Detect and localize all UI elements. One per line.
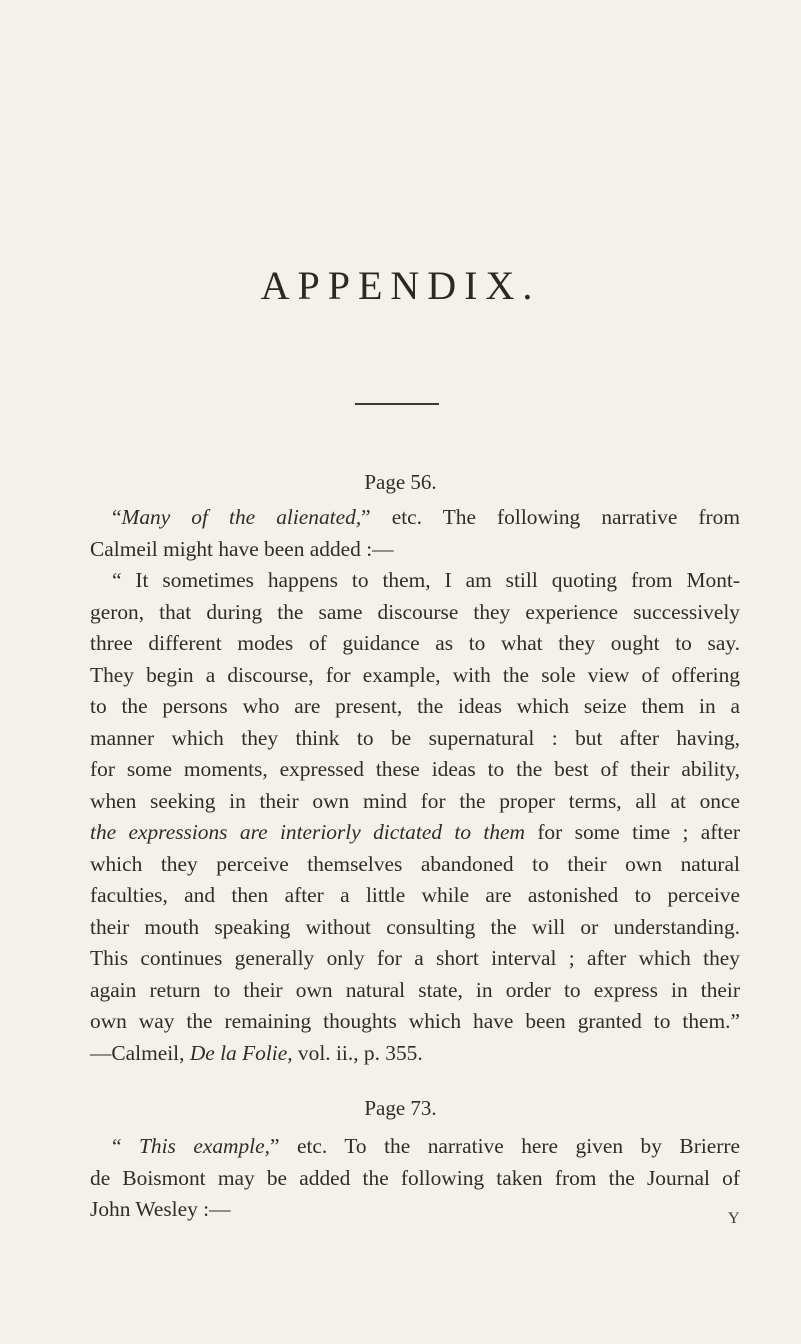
paragraph-line: faculties, and then after a little while are astonished to perceive <box>90 883 740 907</box>
paragraph-line: They begin a discourse, for example, with the sole view of offering <box>90 662 740 687</box>
section-73-line-2: de Boismont may be added the following taken from the Journal of <box>90 1165 740 1190</box>
section-56-text <box>90 502 740 1069</box>
page-reference-73: Page 73. <box>364 1096 437 1120</box>
paragraph-line: again return to their own natural state, in order to express in their <box>90 977 740 1002</box>
paragraph-line: to the persons who are present, the ideas which seize them in a <box>90 694 740 718</box>
paragraph-line: “ It sometimes happens to them, I am still quoting from Mont- <box>112 568 740 592</box>
paragraph-line-italic: the expressions are interiorly dictated to them for some time ; after <box>90 820 740 844</box>
intro-line: “Many of the alienated,” etc. The following narrative from <box>112 505 740 529</box>
paragraph-line: This continues generally only for a short interval ; after which they <box>90 946 740 970</box>
section-73-line-3: John Wesley :— <box>90 1197 231 1221</box>
paragraph-line: three different modes of guidance as to what they ought to say. <box>90 631 740 655</box>
section-73-line-1: “ This example,” etc. To the narrative here given by Brierre <box>112 1134 740 1158</box>
paragraph-line: for some moments, expressed these ideas to the best of their ability, <box>90 757 740 781</box>
paragraph-line: when seeking in their own mind for the proper terms, all at once <box>90 788 740 813</box>
signature-mark: Y <box>728 1210 740 1227</box>
paragraph-line: their mouth speaking without consulting the will or understanding. <box>90 914 740 939</box>
section-73-text <box>90 1131 740 1226</box>
appendix-heading: APPENDIX. <box>260 263 541 308</box>
intro-line-2: Calmeil might have been added :— <box>90 536 394 561</box>
divider-rule <box>355 403 439 405</box>
intro-italic: Many of the alienated, <box>121 505 362 529</box>
paragraph-line: manner which they think to be supernatural : but after having, <box>90 725 740 750</box>
page-reference-56: Page 56. <box>364 470 437 494</box>
paragraph-line: own way the remaining thoughts which have been granted to them.” <box>90 1009 740 1033</box>
paragraph-line: geron, that during the same discourse they experience successively <box>90 599 740 624</box>
paragraph-line: which they perceive themselves abandoned to their own natural <box>90 851 740 876</box>
citation-line: —Calmeil, De la Folie, vol. ii., p. 355. <box>90 1040 423 1065</box>
